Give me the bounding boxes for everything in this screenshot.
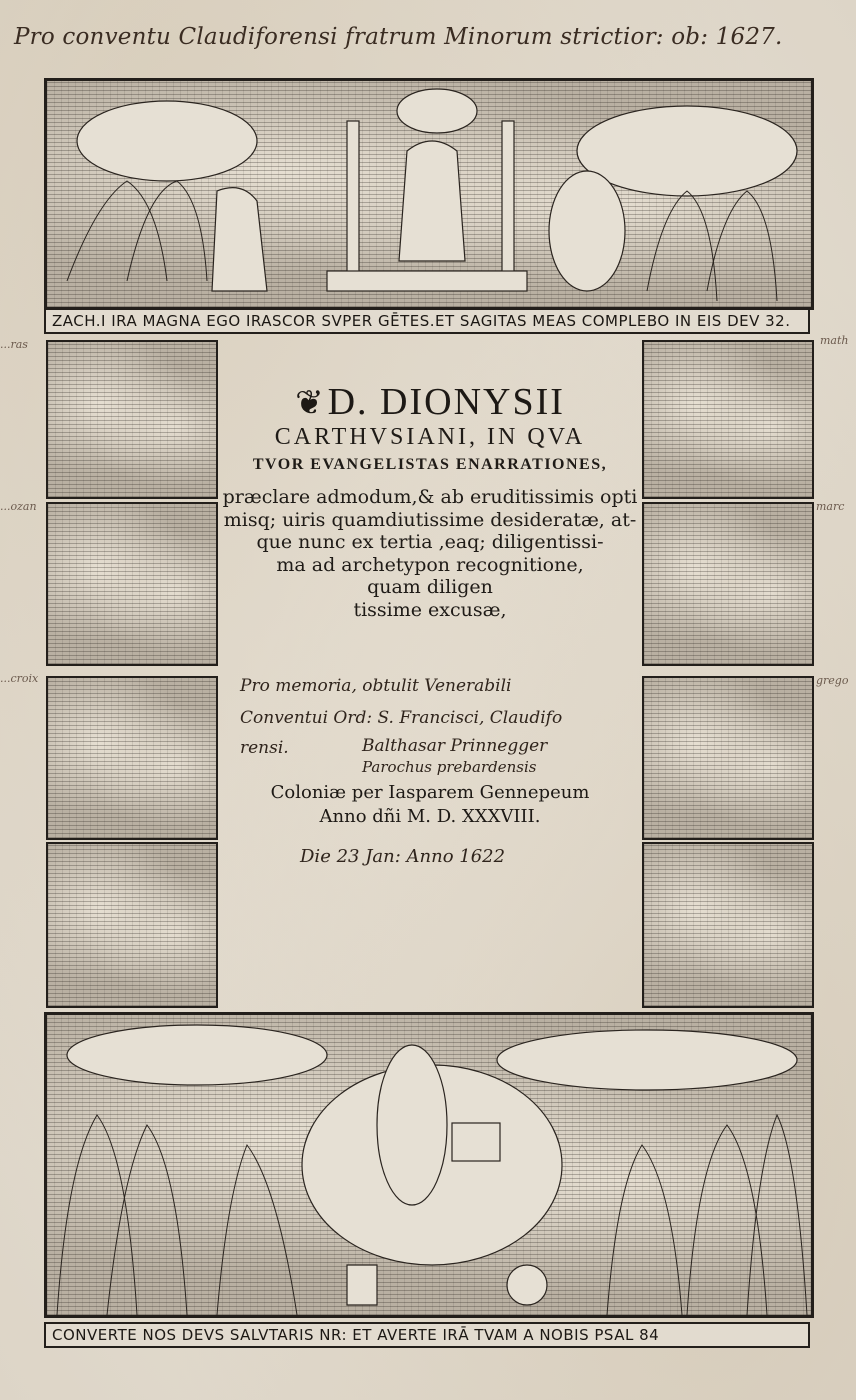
ownership-inscription: Pro conventu Claudiforensi fratrum Minorum strictior: ob: 1627.	[14, 24, 783, 50]
bottom-woodcut	[44, 1012, 814, 1318]
inscription-line-3: rensi.	[240, 738, 289, 758]
margin-note-left-2: ...ozan	[0, 500, 37, 513]
title-line-2: CARTHVSIANI, IN QVA	[274, 424, 586, 450]
evangelist-angel-image	[644, 342, 812, 497]
margin-note-right-1: math	[820, 334, 849, 347]
left-panel-2	[46, 502, 218, 666]
inscription-line-1: Pro memoria, obtulit Venerabili	[240, 676, 512, 696]
top-woodcut	[44, 78, 814, 310]
pope-gregory-image	[644, 678, 812, 838]
title-body: præclare admodum,& ab eruditissimis opti misq; uiris quamdiutissime desideratæ, at- que nunc ex tertia ,eaq; diligentissi- ma ad archetypon recognitione, quam diligen tissime excusæ,	[222, 486, 638, 621]
margin-note-right-2: marc	[816, 500, 845, 513]
title-line-1: ❦D. DIONYSII	[295, 381, 565, 423]
top-woodcut-image	[47, 81, 811, 307]
margin-note-left-1: ...ras	[0, 338, 28, 351]
left-panel-3	[46, 676, 218, 840]
right-panel-2	[642, 502, 814, 666]
top-banner: ZACH.I IRA MAGNA EGO IRASCOR SVPER GĒTES.ET SAGITAS MEAS COMPLEBO IN EIS DEV 32.	[44, 308, 810, 334]
signature-title: Parochus prebardensis	[362, 758, 537, 776]
margin-note-left-3: ...croix	[0, 672, 39, 685]
bishop-ambrose-image	[644, 844, 812, 1006]
left-panel-1	[46, 340, 218, 499]
imprint-line-2: Anno dñi M. D. XXXVIII.	[319, 806, 541, 827]
saint-jerome-image	[48, 678, 216, 838]
left-panel-4	[46, 842, 218, 1008]
right-panel-1	[642, 340, 814, 499]
bishop-saint-image	[48, 844, 216, 1006]
evangelist-mark-image	[644, 504, 812, 664]
title-block	[222, 340, 638, 1008]
imprint-line-1: Coloniæ per Iasparem Gennepeum	[270, 782, 590, 803]
margin-note-right-3: grego	[816, 674, 849, 687]
evangelist-john-image	[48, 504, 216, 664]
inscription-line-2: Conventui Ord: S. Francisci, Claudifo	[240, 708, 563, 728]
bottom-banner: CONVERTE NOS DEVS SALVTARIS NR: ET AVERTE IRĀ TVAM A NOBIS PSAL 84	[44, 1322, 810, 1348]
bottom-woodcut-image	[47, 1015, 811, 1315]
signature-name: Balthasar Prinnegger	[362, 736, 548, 756]
fleuron-icon: ❦	[295, 385, 326, 422]
inscription-date: Die 23 Jan: Anno 1622	[300, 846, 506, 867]
evangelist-matthew-image	[48, 342, 216, 497]
right-panel-4	[642, 842, 814, 1008]
title-line-3: TVOR EVANGELISTAS ENARRATIONES,	[252, 456, 608, 473]
right-panel-3	[642, 676, 814, 840]
